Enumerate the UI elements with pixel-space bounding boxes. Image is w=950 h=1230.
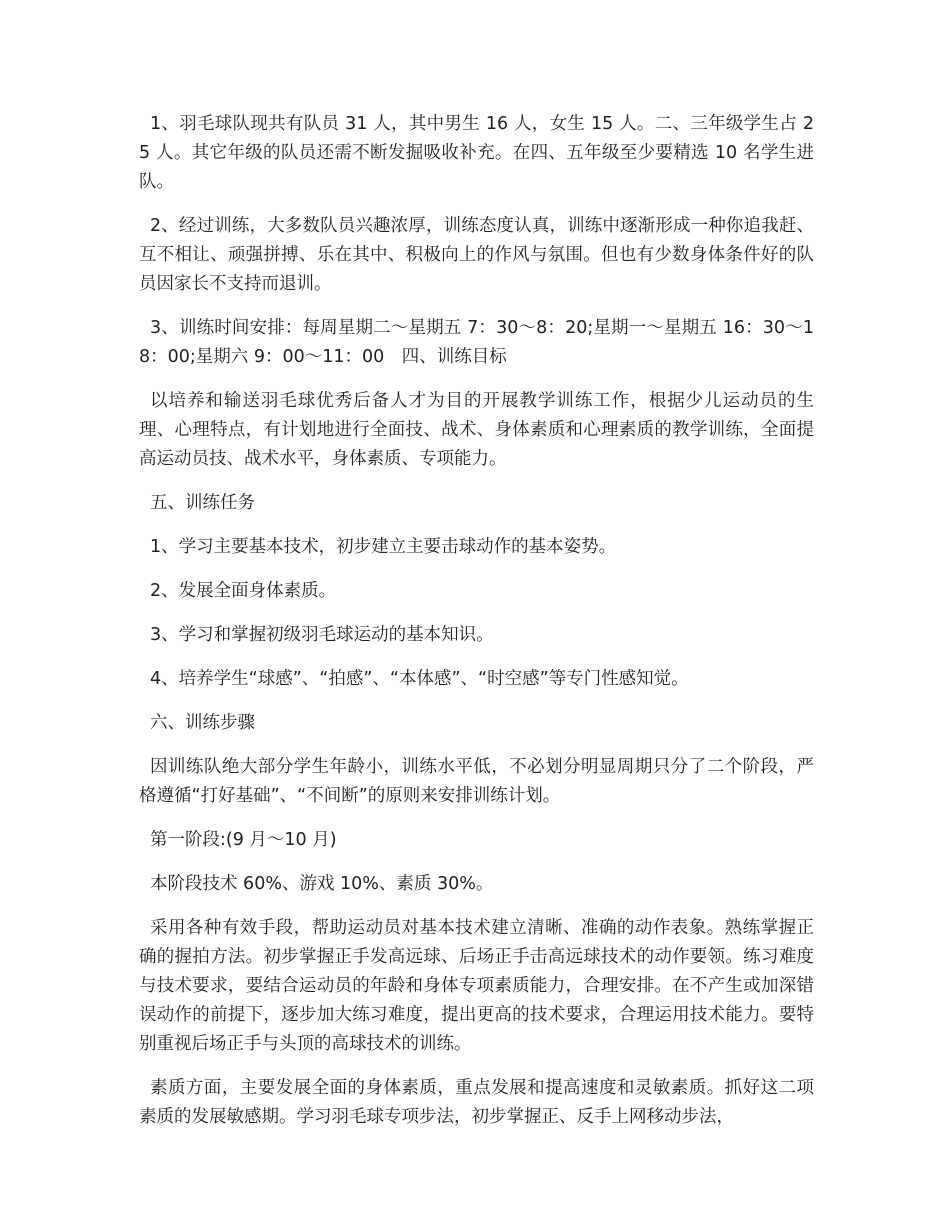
task-item-4: 4、培养学生“球感”、“拍感”、“本体感”、“时空感”等专门性感知觉。 <box>150 669 689 689</box>
task-item-2: 2、发展全面身体素质。 <box>150 581 337 601</box>
section-heading-training-steps: 六、训练步骤 <box>150 713 255 733</box>
paragraph-training-goal: 以培养和输送羽毛球优秀后备人才为目的开展教学训练工作，根据少儿运动员的生理、心理特点，有计划地进行全面技、战术、身体素质和心理素质的教学训练，全面提高运动员技、战术水平，身体素质、专项能力。 <box>139 391 814 469</box>
paragraph-training-attitude: 2、经过训练，大多数队员兴趣浓厚，训练态度认真，训练中逐渐形成一种你追我赶、互不相让、顽强拼搏、乐在其中、积极向上的作风与氛围。但也有少数身体条件好的队员因家长不支持而退训。 <box>139 216 814 294</box>
paragraph-physical-quality: 素质方面，主要发展全面的身体素质，重点发展和提高速度和灵敏素质。抓好这二项素质的发展敏感期。学习羽毛球专项步法，初步掌握正、反手上网移动步法， <box>139 1078 814 1127</box>
stage-one-ratio: 本阶段技术 60%、游戏 10%、素质 30%。 <box>150 874 494 894</box>
paragraph-technique-methods: 采用各种有效手段，帮助运动员对基本技术建立清晰、准确的动作表象。熟练掌握正确的握拍方法。初步掌握正手发高远球、后场正手击高远球技术的动作要领。练习难度与技术要求，要结合运动员的年龄和身体专项素质能力，合理安排。在不产生或加深错误动作的前提下，逐步加大练习难度，提出更高的技术要求，合理运用技术能力。要特别重视后场正手与头顶的高球技术的训练。 <box>139 918 814 1054</box>
stage-one-heading: 第一阶段:(9 月～10 月) <box>150 830 337 850</box>
task-item-1: 1、学习主要基本技术，初步建立主要击球动作的基本姿势。 <box>150 537 617 557</box>
section-heading-training-tasks: 五、训练任务 <box>150 493 255 513</box>
paragraph-training-schedule: 3、训练时间安排：每周星期二～星期五 7：30～8：20;星期一～星期五 16：30～18：00;星期六 9：00～11：00 四、训练目标 <box>139 318 814 367</box>
paragraph-team-roster: 1、羽毛球队现共有队员 31 人，其中男生 16 人，女生 15 人。二、三年级学生占 25 人。其它年级的队员还需不断发掘吸收补充。在四、五年级至少要精选 10 名学生进队。 <box>139 114 814 192</box>
paragraph-stage-overview: 因训练队绝大部分学生年龄小，训练水平低，不必划分明显周期只分了二个阶段，严格遵循“打好基础”、“不间断”的原则来安排训练计划。 <box>139 757 814 806</box>
document-body <box>139 110 814 1147</box>
task-item-3: 3、学习和掌握初级羽毛球运动的基本知识。 <box>150 625 494 645</box>
